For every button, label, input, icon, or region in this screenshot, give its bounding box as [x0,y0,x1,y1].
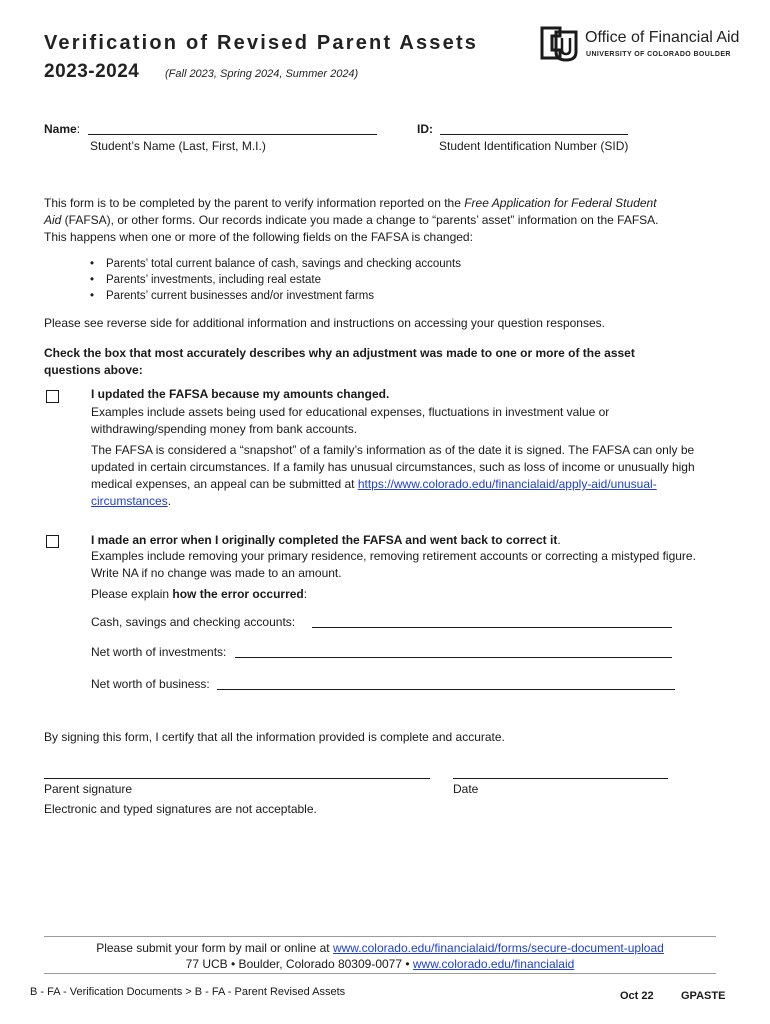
name-caption: Student’s Name (Last, First, M.I.) [90,139,266,153]
submit-instructions: Please submit your form by mail or online at www.colorado.edu/financialaid/forms/secure-document-upload [96,941,664,955]
footer-divider-bottom [44,973,716,974]
form-year: 2023-2024 [44,61,140,82]
explain-prompt: Please explain how the error occurred: [91,587,308,601]
option1-examples: Examples include assets being used for educational expenses, fluctuations in investment value or withdrawing/spending money from bank accounts. [91,405,610,436]
list-item: • Parents’ total current balance of cash, savings and checking accounts [86,256,646,272]
form-title: Verification of Revised Parent Assets [44,32,479,54]
form-terms: (Fall 2023, Spring 2024, Summer 2024) [165,68,359,80]
form-code: GPASTE [681,990,726,1002]
id-caption: Student Identification Number (SID) [439,139,629,153]
cash-field-line[interactable] [312,627,672,628]
check-instruction: Check the box that most accurately describes why an adjustment was made to one or more of the asset questions above: [44,346,635,377]
office-subtitle: UNIVERSITY OF COLORADO BOULDER [586,51,731,58]
upload-link[interactable]: www.colorado.edu/financialaid/forms/secure-document-upload [332,941,664,955]
id-label: ID: [417,122,433,136]
name-line[interactable] [88,134,377,135]
option1-snapshot-text: The FAFSA is considered a “snapshot” of a family’s information as of the date it is signed. The FAFSA can only be updated in certain circumstances. If a family has unusual circumstances, such as loss of income or unusually high medical expenses, an appeal can be submitted at https://www.colorado.edu/financialaid/apply-aid/unusual-circumstances. [91,443,695,508]
investments-field-line[interactable] [235,657,672,658]
certify-statement: By signing this form, I certify that all the information provided is complete and accurate. [44,730,505,744]
name-label: Name: [44,122,81,136]
list-item: • Parents’ current businesses and/or investment farms [86,288,646,304]
financial-aid-site-link[interactable]: www.colorado.edu/financialaid [412,957,575,971]
office-name: Office of Financial Aid [585,29,740,46]
intro-paragraph: This form is to be completed by the parent to verify information reported on the Free Application for Federal Student Aid (FAFSA), or other forms. Our records indicate you made a change to “parents’ asset” information on the FAFSA. This happens when one or more of the following fields on the FAFSA is changed: [44,196,659,244]
parent-signature-label: Parent signature [44,782,133,796]
date-line[interactable] [453,778,668,779]
id-line[interactable] [440,134,628,135]
unusual-circumstances-link[interactable]: https://www.colorado.edu/financialaid/apply-aid/unusual-circumstances [91,477,657,508]
option2-heading: I made an error when I originally completed the FAFSA and went back to correct it. [91,533,561,547]
business-field-line[interactable] [217,689,675,690]
cash-field-label: Cash, savings and checking accounts: [91,615,296,629]
document-path: B - FA - Verification Documents > B - FA - Parent Revised Assets [30,986,346,998]
asset-fields-list [86,256,646,304]
footer-divider-top [44,936,716,937]
date-label: Date [453,782,479,796]
cu-logo-icon [538,22,580,64]
option1-checkbox[interactable] [46,390,59,403]
reverse-side-note: Please see reverse side for additional information and instructions on accessing your question responses. [44,316,605,330]
mailing-address: 77 UCB • Boulder, Colorado 80309-0077 • www.colorado.edu/financialaid [185,957,575,971]
option1-heading: I updated the FAFSA because my amounts changed. [91,387,390,401]
option2-checkbox[interactable] [46,535,59,548]
investments-field-label: Net worth of investments: [91,645,227,659]
option2-examples: Examples include removing your primary residence, removing retirement accounts or correcting a mistyped figure. Write NA if no change was made to an amount. [91,549,696,580]
revision-date: Oct 22 [620,990,654,1002]
business-field-label: Net worth of business: [91,677,210,691]
list-item: • Parents’ investments, including real estate [86,272,646,288]
parent-signature-line[interactable] [44,778,430,779]
signature-note: Electronic and typed signatures are not acceptable. [44,802,317,816]
